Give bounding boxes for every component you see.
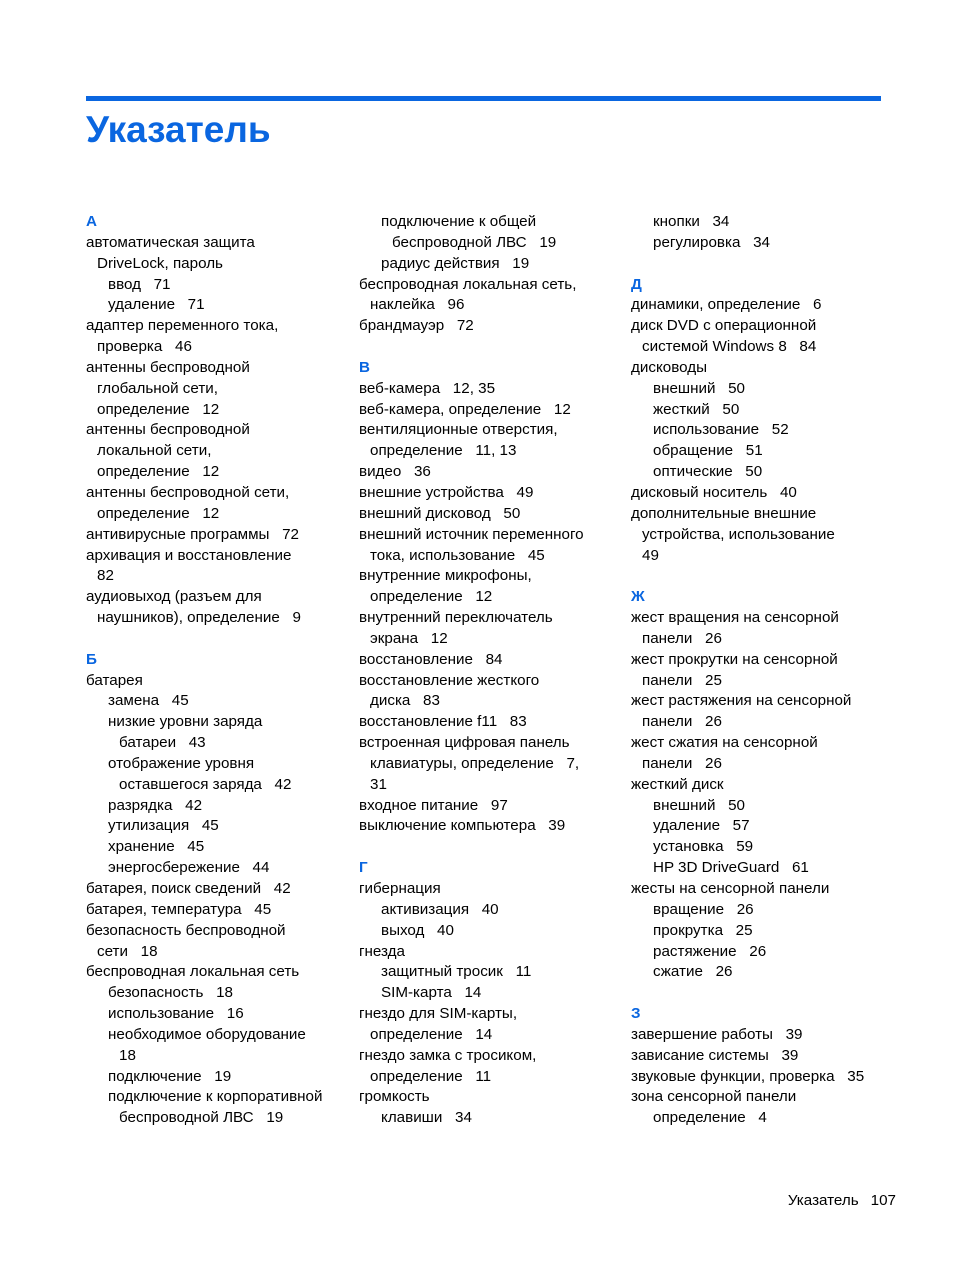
index-entry: брандмауэр 72 <box>359 317 474 335</box>
index-subentry: определение 12 <box>97 504 220 522</box>
index-subentry: удаление 71 <box>108 296 205 314</box>
index-column-2 <box>359 212 621 1129</box>
section-letter-heading: Г <box>359 859 368 877</box>
index-entry: веб-камера, определение 12 <box>359 400 571 418</box>
index-subentry: подключение к корпоративной <box>108 1088 323 1106</box>
index-subentry: беспроводной ЛВС 19 <box>119 1109 284 1127</box>
index-subentry: 49 <box>642 546 659 564</box>
section-gap <box>631 566 903 587</box>
index-entry: дисководы <box>631 358 707 376</box>
index-subentry: беспроводной ЛВС 19 <box>392 233 557 251</box>
index-entry: беспроводная локальная сеть <box>86 963 300 981</box>
index-subentry: сжатие 26 <box>653 963 733 981</box>
index-subentry: необходимое оборудование <box>108 1025 306 1043</box>
index-subentry: использование 52 <box>653 421 789 439</box>
index-subentry: подключение 19 <box>108 1067 232 1085</box>
section-letter-heading: А <box>86 213 97 230</box>
index-entry: адаптер переменного тока, <box>86 317 279 335</box>
index-subentry: определение 14 <box>370 1025 493 1043</box>
index-subentry: SIM-карта 14 <box>381 984 482 1002</box>
section-letter-heading: З <box>631 1005 641 1023</box>
index-entry: гнездо замка с тросиком, <box>359 1046 537 1064</box>
index-entry: завершение работы 39 <box>631 1025 803 1043</box>
index-entry: видео 36 <box>359 463 431 481</box>
index-entry: архивация и восстановление <box>86 546 292 564</box>
index-column-3 <box>631 212 903 1129</box>
section-gap <box>631 983 903 1004</box>
index-entry: антенны беспроводной <box>86 421 250 439</box>
index-entry: автоматическая защита <box>86 233 255 251</box>
index-entry: жест прокрутки на сенсорной <box>631 650 838 668</box>
index-entry: выключение компьютера 39 <box>359 817 566 835</box>
index-entry: гнезда <box>359 942 405 960</box>
index-subentry: устройства, использование <box>642 525 835 543</box>
index-subentry: регулировка 34 <box>653 233 770 251</box>
index-entry: громкость <box>359 1088 430 1106</box>
index-entry: внутренний переключатель <box>359 609 553 627</box>
section-letter-heading: Д <box>631 275 642 293</box>
index-entry: жест вращения на сенсорной <box>631 609 839 627</box>
index-subentry: использование 16 <box>108 1005 244 1023</box>
section-gap <box>631 254 903 275</box>
index-subentry: жесткий 50 <box>653 400 740 418</box>
index-subentry: энергосбережение 44 <box>108 859 270 877</box>
index-subentry: определение 11 <box>370 1067 492 1085</box>
section-gap <box>359 837 621 858</box>
index-subentry: HP 3D DriveGuard 61 <box>653 859 809 877</box>
title-rule <box>86 96 881 101</box>
index-entry: дополнительные внешние <box>631 504 817 522</box>
index-entry: вентиляционные отверстия, <box>359 421 558 439</box>
index-column-1 <box>86 212 348 1129</box>
index-entry: батарея, поиск сведений 42 <box>86 880 291 897</box>
index-subentry: низкие уровни заряда <box>108 713 263 731</box>
index-subentry: панели 25 <box>642 671 722 689</box>
index-subentry: защитный тросик 11 <box>381 963 532 981</box>
index-entry: зависание системы 39 <box>631 1046 799 1064</box>
index-subentry: панели 26 <box>642 713 722 731</box>
index-entry: восстановление f11 83 <box>359 713 527 731</box>
index-entry: внешние устройства 49 <box>359 483 534 501</box>
index-subentry: растяжение 26 <box>653 942 767 960</box>
index-subentry: DriveLock, пароль <box>97 254 223 272</box>
index-subentry: удаление 57 <box>653 817 750 835</box>
index-entry: зона сенсорной панели <box>631 1088 797 1106</box>
index-entry: внешний дисковод 50 <box>359 504 521 522</box>
page-footer <box>788 1192 896 1209</box>
index-subentry: экрана 12 <box>370 629 448 647</box>
index-entry: антивирусные программы 72 <box>86 525 299 543</box>
index-entry: жест растяжения на сенсорной <box>631 692 852 710</box>
index-subentry: тока, использование 45 <box>370 546 545 564</box>
index-entry: внешний источник переменного <box>359 525 584 543</box>
index-subentry: определение 11, 13 <box>370 442 517 460</box>
index-entry: внутренние микрофоны, <box>359 567 532 585</box>
page-number: 107 <box>870 1192 896 1209</box>
index-entry: жест сжатия на сенсорной <box>631 734 818 752</box>
index-subentry: ввод 71 <box>108 275 171 293</box>
index-subentry: диска 83 <box>370 692 440 710</box>
section-letter-heading: В <box>359 358 370 376</box>
index-entry: беспроводная локальная сеть, <box>359 275 577 293</box>
index-entry: встроенная цифровая панель <box>359 734 570 752</box>
index-subentry: обращение 51 <box>653 442 763 460</box>
index-entry: аудиовыход (разъем для <box>86 588 262 606</box>
index-subentry: наушников), определение 9 <box>97 609 301 627</box>
index-subentry: панели 26 <box>642 629 722 647</box>
index-entry: дисковый носитель 40 <box>631 483 797 501</box>
index-entry: звуковые функции, проверка 35 <box>631 1067 865 1085</box>
index-entry: антенны беспроводной сети, <box>86 483 290 501</box>
index-subentry: оптические 50 <box>653 463 763 481</box>
index-subentry: внешний 50 <box>653 796 745 814</box>
index-entry: жесты на сенсорной панели <box>631 880 830 897</box>
index-entry: веб-камера 12, 35 <box>359 379 496 397</box>
index-subentry: глобальной сети, <box>97 379 218 397</box>
footer-label: Указатель <box>787 1192 859 1209</box>
index-subentry: вращение 26 <box>653 900 754 918</box>
index-subentry: определение 12 <box>370 588 493 606</box>
index-subentry: 82 <box>97 567 114 585</box>
index-entry: восстановление жесткого <box>359 671 540 689</box>
index-subentry: проверка 46 <box>97 338 192 356</box>
index-subentry: безопасность 18 <box>108 984 233 1002</box>
index-subentry: внешний 50 <box>653 379 745 397</box>
index-entry: батарея, температура 45 <box>86 900 272 918</box>
index-subentry: разрядка 42 <box>108 796 203 814</box>
section-letter-heading: Ж <box>631 588 645 606</box>
index-subentry: кнопки 34 <box>653 213 730 230</box>
index-subentry: активизация 40 <box>381 900 499 918</box>
index-subentry: 18 <box>119 1046 136 1064</box>
index-subentry: сети 18 <box>97 942 158 960</box>
index-entry: входное питание 97 <box>359 796 508 814</box>
index-subentry: выход 40 <box>381 921 454 939</box>
index-subentry: оставшегося заряда 42 <box>119 775 292 793</box>
index-subentry: батареи 43 <box>119 734 206 752</box>
page-title: Указатель <box>86 109 271 150</box>
index-entry: диск DVD с операционной <box>631 317 817 335</box>
index-subentry: клавиатуры, определение 7, <box>370 754 580 772</box>
index-subentry: определение 12 <box>97 463 220 481</box>
index-subentry: наклейка 96 <box>370 296 465 314</box>
index-subentry: определение 12 <box>97 400 220 418</box>
section-letter-heading: Б <box>86 650 97 668</box>
index-subentry: утилизация 45 <box>108 817 219 835</box>
index-subentry: 31 <box>370 775 387 793</box>
index-entry: восстановление 84 <box>359 650 503 668</box>
index-subentry: прокрутка 25 <box>653 921 753 939</box>
index-subentry: установка 59 <box>653 838 754 856</box>
index-subentry: определение 4 <box>653 1109 767 1127</box>
section-gap <box>86 629 348 650</box>
index-entry: жесткий диск <box>631 775 724 793</box>
index-subentry: подключение к общей <box>381 213 537 230</box>
index-subentry: радиус действия 19 <box>381 254 530 272</box>
index-entry: гнездо для SIM-карты, <box>359 1005 518 1023</box>
index-entry: безопасность беспроводной <box>86 921 286 939</box>
section-gap <box>359 337 621 358</box>
index-subentry: хранение 45 <box>108 838 205 856</box>
index-subentry: замена 45 <box>108 692 189 710</box>
index-entry: гибернация <box>359 880 441 897</box>
index-subentry: отображение уровня <box>108 754 255 772</box>
index-entry: батарея <box>86 671 143 689</box>
index-subentry: панели 26 <box>642 754 722 772</box>
index-subentry: клавиши 34 <box>381 1109 472 1127</box>
index-subentry: системой Windows 8 84 <box>642 338 817 356</box>
index-entry: антенны беспроводной <box>86 358 250 376</box>
index-entry: динамики, определение 6 <box>631 296 822 314</box>
index-subentry: локальной сети, <box>97 442 212 460</box>
